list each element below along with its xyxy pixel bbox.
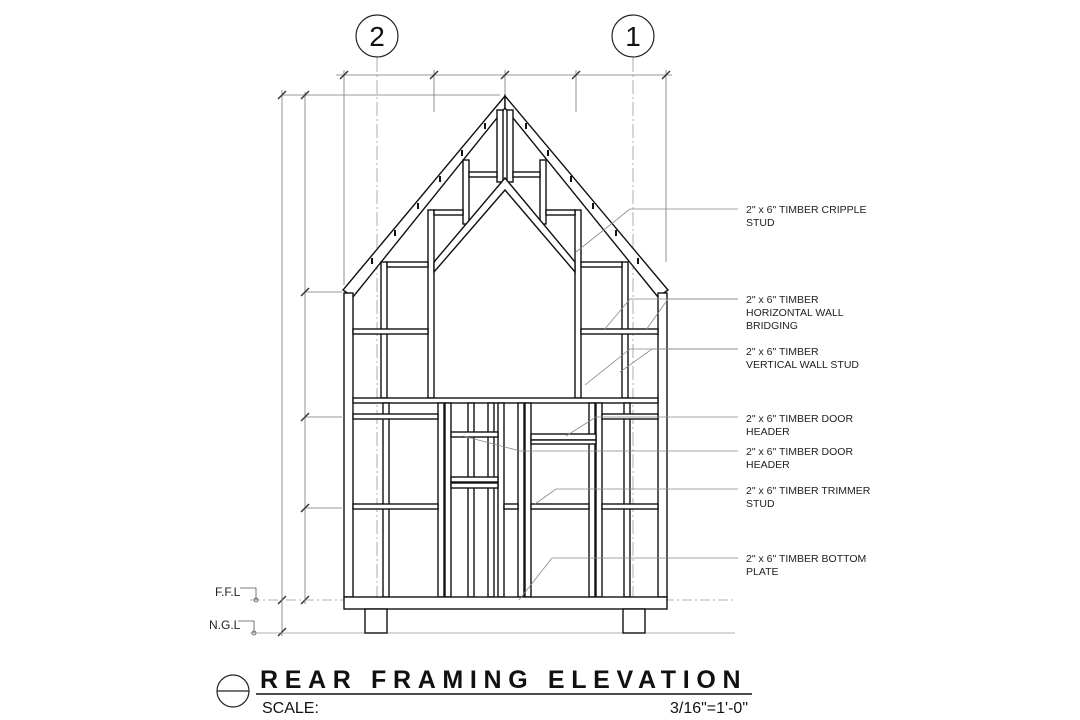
- annotation-cripple-stud-line2: STUD: [746, 217, 775, 229]
- level-markers: [209, 585, 258, 635]
- timber-frame: [343, 96, 668, 633]
- annotation-door-header-2-line2: HEADER: [746, 459, 790, 471]
- mid-top-plate: [353, 398, 658, 403]
- scale-value: 3/16"=1'-0": [669, 700, 748, 717]
- right-pier: [623, 609, 645, 633]
- right-end-stud: [658, 293, 667, 597]
- ngl-label: N.G.L: [209, 618, 241, 632]
- annotation-wall-stud-line2: VERTICAL WALL STUD: [746, 359, 859, 371]
- annotation-door-header-2-line1: 2" x 6" TIMBER DOOR: [746, 446, 854, 458]
- rafter-notches: [372, 123, 638, 264]
- grid-label-1: 1: [625, 21, 641, 52]
- ffl-label: F.F.L: [215, 585, 241, 599]
- left-end-stud: [344, 293, 353, 597]
- annotation-door-header-1-line1: 2" x 6" TIMBER DOOR: [746, 413, 854, 425]
- drawing-title: REAR FRAMING ELEVATION: [260, 666, 748, 694]
- gable-stud: [463, 160, 469, 224]
- annotation-bottom-plate-line1: 2" x 6" TIMBER BOTTOM: [746, 553, 867, 565]
- grid-label-2: 2: [369, 21, 385, 52]
- gable-stud: [575, 210, 581, 398]
- grid-marker-1: [612, 15, 654, 57]
- annotation-trimmer-stud-line1: 2" x 6" TIMBER TRIMMER: [746, 485, 871, 497]
- title-block: [217, 666, 752, 717]
- door-header: [531, 434, 596, 440]
- annotation-cripple-stud-line1: 2" x 6" TIMBER CRIPPLE: [746, 204, 867, 216]
- ngl-leader: [238, 621, 254, 633]
- gable-stud: [428, 210, 434, 398]
- annotation-bridging-line2: HORIZONTAL WALL: [746, 307, 844, 319]
- inner-pitched-header: [434, 178, 575, 272]
- annotations: [746, 204, 871, 578]
- gable-stud: [540, 160, 546, 224]
- bottom-plate: [344, 597, 667, 609]
- annotation-wall-stud-line1: 2" x 6" TIMBER: [746, 346, 819, 358]
- annotation-bridging-line1: 2" x 6" TIMBER: [746, 294, 819, 306]
- gable-stud: [497, 110, 503, 182]
- annotation-bridging-line3: BRIDGING: [746, 320, 798, 332]
- ffl-leader: [240, 588, 256, 600]
- annotation-bottom-plate-line2: PLATE: [746, 566, 779, 578]
- annotation-trimmer-stud-line2: STUD: [746, 498, 775, 510]
- annotation-door-header-1-line2: HEADER: [746, 426, 790, 438]
- grid-marker-2: [356, 15, 398, 57]
- scale-label: SCALE:: [262, 700, 319, 717]
- gable-stud: [507, 110, 513, 182]
- left-pier: [365, 609, 387, 633]
